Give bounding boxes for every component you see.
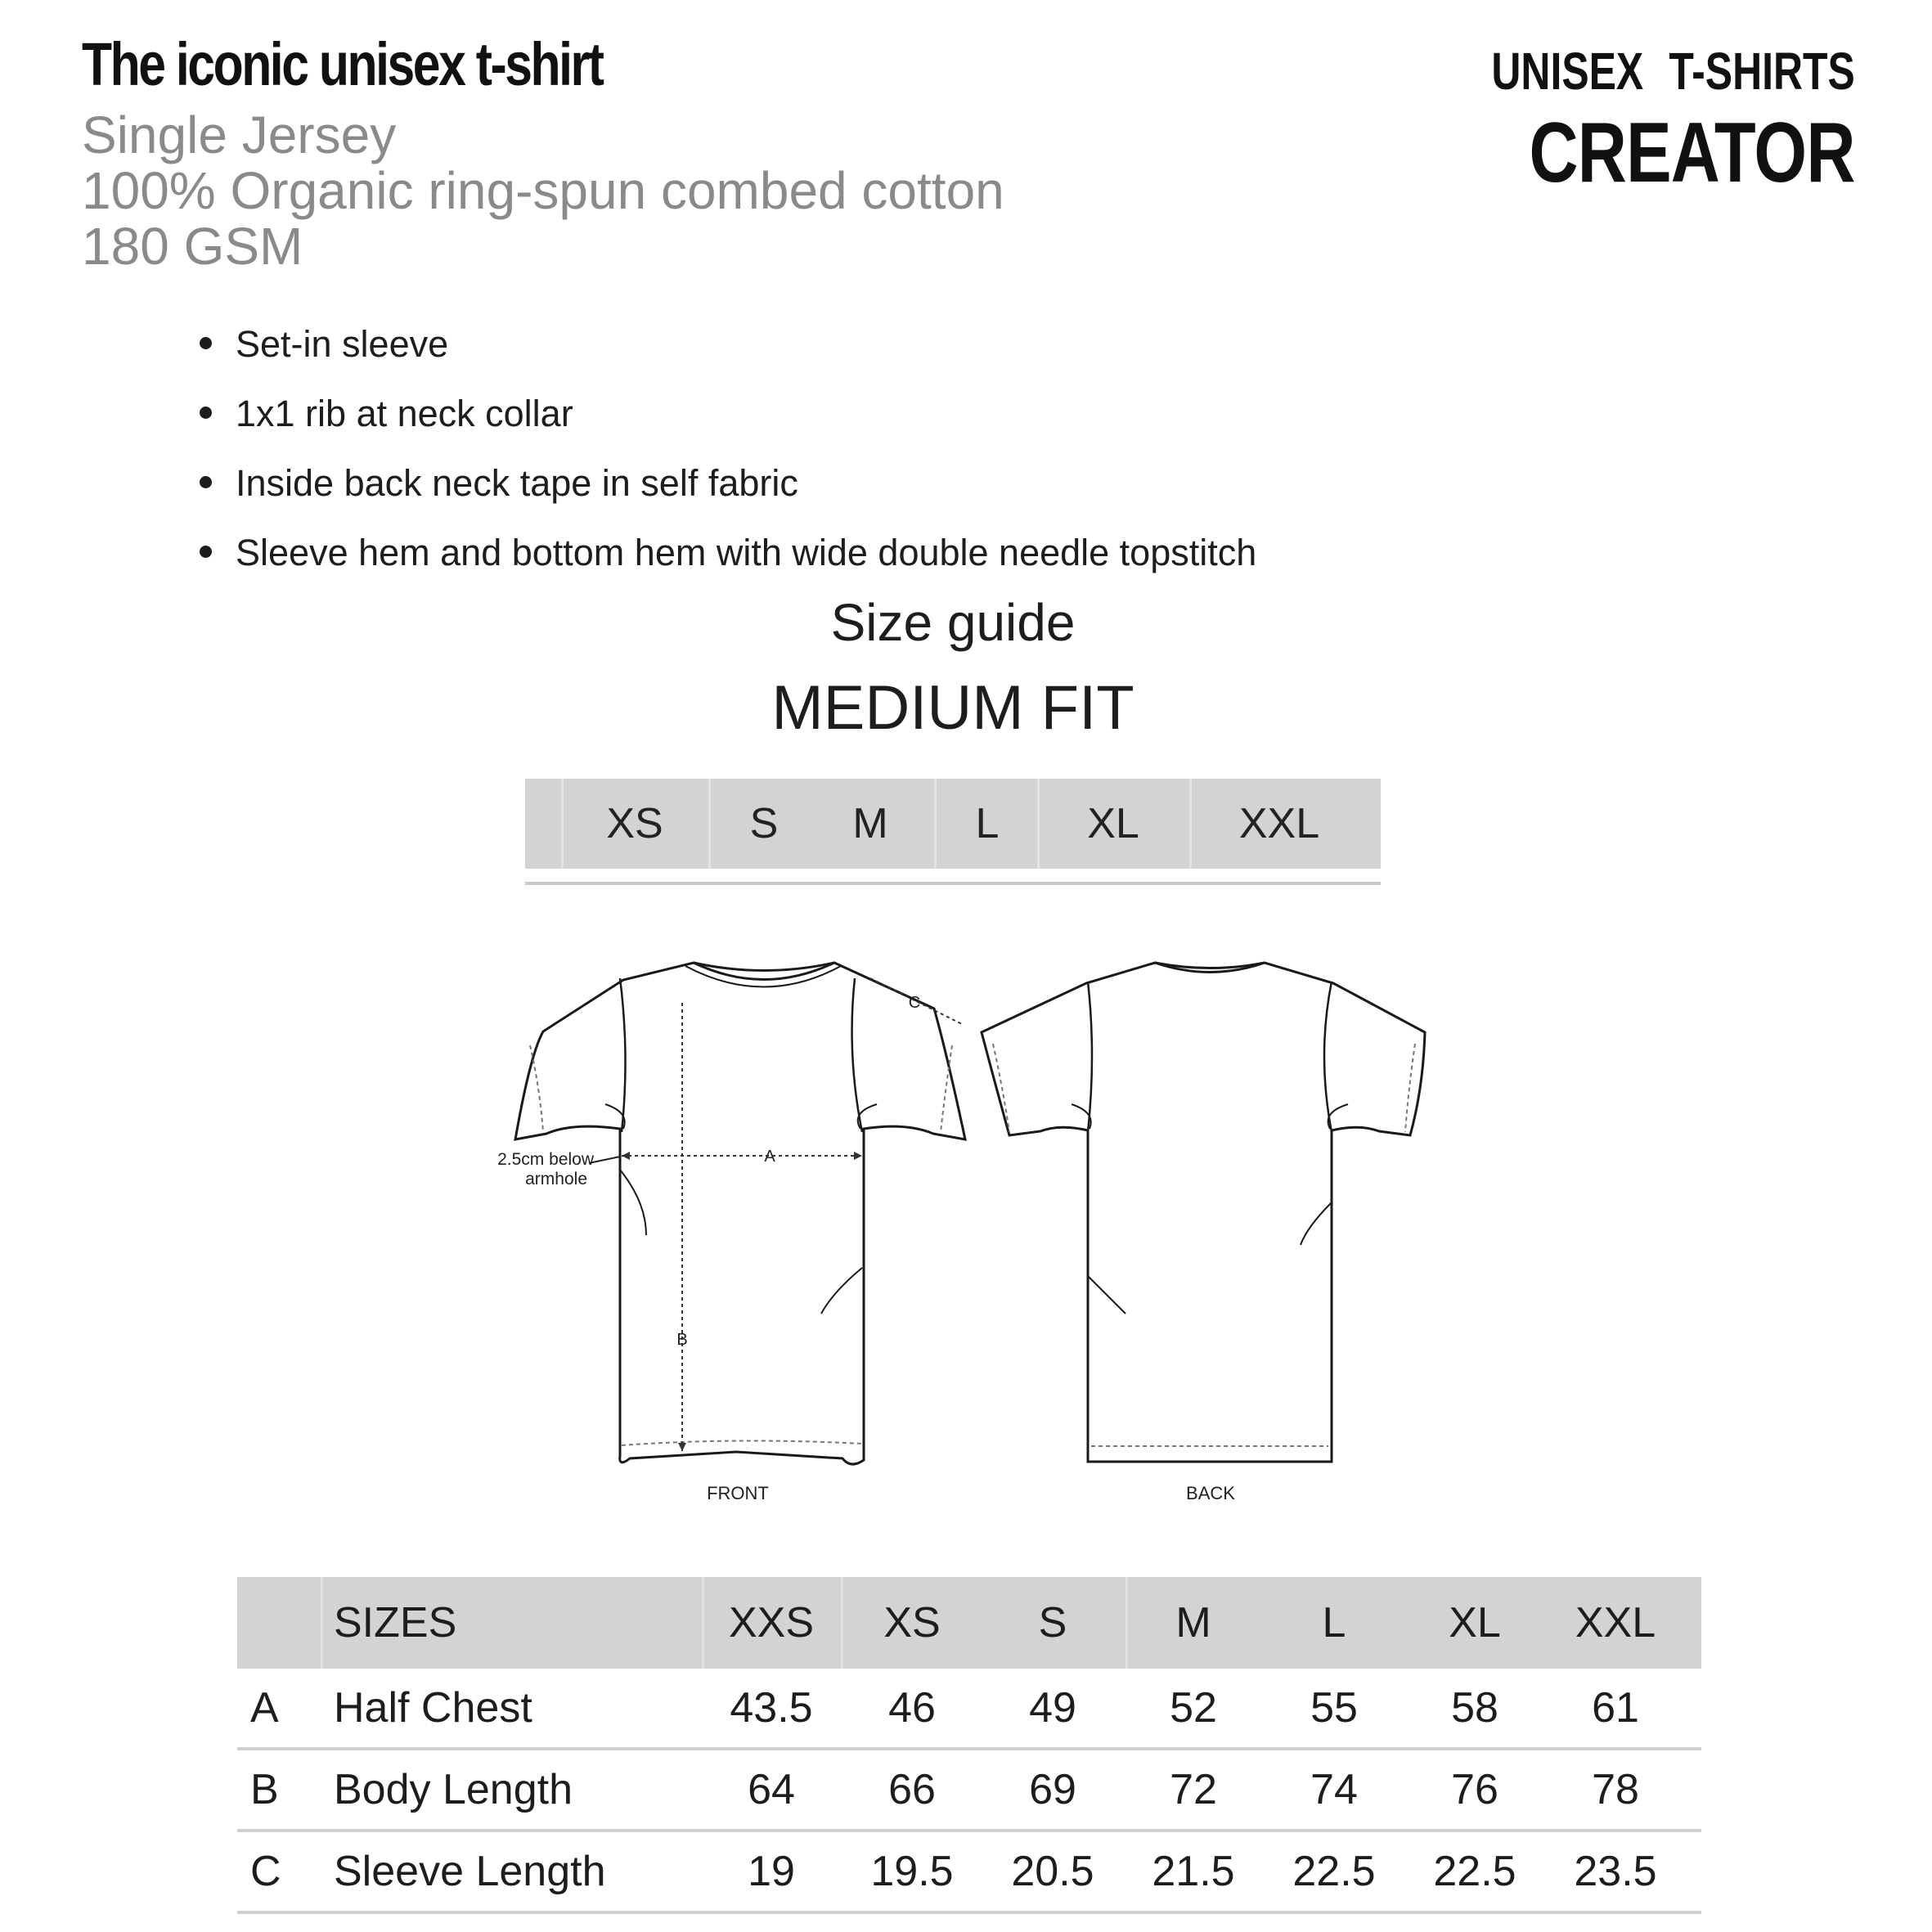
table-cell: 52 (1170, 1684, 1217, 1732)
fit-type: MEDIUM FIT (771, 673, 1134, 743)
back-shirt-drawing (982, 963, 1425, 1462)
bullet-icon (200, 407, 212, 419)
table-cell: 72 (1170, 1766, 1217, 1813)
feature-text: Set-in sleeve (236, 323, 449, 365)
divider (525, 882, 1381, 885)
back-label: BACK (1186, 1483, 1235, 1503)
feature-text: Inside back neck tape in self fabric (236, 462, 798, 504)
table-cell: 20.5 (1011, 1848, 1094, 1895)
available-sizes-bar (525, 779, 1381, 869)
bullet-icon (200, 476, 212, 488)
available-size: S (749, 800, 779, 847)
table-cell: 22.5 (1433, 1848, 1516, 1895)
column-header: XS (883, 1599, 941, 1647)
size-guide-heading: Size guide (830, 593, 1076, 652)
armhole-note-line2: armhole (525, 1170, 587, 1188)
table-row (237, 1669, 1701, 1750)
product-title: The iconic unisex t-shirt (82, 30, 603, 98)
table-cell: 69 (1029, 1766, 1076, 1813)
table-cell: 66 (888, 1766, 936, 1813)
column-header: XXS (728, 1599, 815, 1647)
divider (1189, 779, 1192, 869)
row-name: Half Chest (334, 1684, 532, 1732)
table-row (237, 1832, 1701, 1914)
column-header: M (1175, 1599, 1211, 1647)
table-cell: 58 (1451, 1684, 1498, 1732)
feature-list (236, 317, 1256, 595)
available-size: XL (1087, 800, 1139, 847)
feature-item (236, 456, 1256, 526)
divider (1037, 779, 1040, 869)
available-size: L (975, 800, 1000, 847)
available-size: M (852, 800, 888, 847)
table-cell: 21.5 (1152, 1848, 1235, 1895)
table-cell: 74 (1310, 1766, 1358, 1813)
divider (841, 1577, 843, 1669)
column-header-sizes: SIZES (334, 1599, 457, 1647)
table-cell: 19 (748, 1848, 795, 1895)
column-header: XXL (1575, 1599, 1656, 1647)
column-header: XL (1449, 1599, 1501, 1647)
fabric-type: Single Jersey (82, 106, 397, 164)
table-cell: 49 (1029, 1684, 1076, 1732)
table-cell: 22.5 (1292, 1848, 1376, 1895)
table-cell: 61 (1592, 1684, 1639, 1732)
table-cell: 46 (888, 1684, 936, 1732)
armhole-note-line1: 2.5cm below (497, 1150, 594, 1169)
divider (708, 779, 711, 869)
feature-item (236, 526, 1256, 595)
table-cell: 55 (1310, 1684, 1358, 1732)
front-label: FRONT (707, 1483, 769, 1503)
divider (321, 1577, 323, 1669)
available-size: XS (606, 800, 663, 847)
label-c: C (908, 994, 921, 1012)
label-b: B (676, 1331, 688, 1349)
product-name: CREATOR (1529, 106, 1855, 200)
fabric-composition: 100% Organic ring-spun combed cotton (82, 161, 1004, 220)
bullet-icon (200, 337, 212, 349)
row-key: A (250, 1684, 279, 1732)
row-key: C (250, 1848, 281, 1895)
table-cell: 23.5 (1574, 1848, 1657, 1895)
feature-item (236, 387, 1256, 456)
tshirt-diagram (491, 941, 1448, 1513)
bullet-icon (200, 546, 212, 558)
category-label (1492, 41, 1855, 101)
label-a: A (764, 1148, 775, 1166)
divider (1126, 1577, 1128, 1669)
category-unisex: UNISEX (1491, 42, 1644, 101)
divider (702, 1577, 704, 1669)
table-header (237, 1577, 1701, 1669)
category-tshirts: T-SHIRTS (1669, 42, 1855, 101)
column-header: L (1322, 1599, 1346, 1647)
row-name: Sleeve Length (334, 1848, 606, 1895)
feature-text: 1x1 rib at neck collar (236, 393, 573, 434)
feature-item (236, 317, 1256, 387)
feature-text: Sleeve hem and bottom hem with wide double needle topstitch (236, 532, 1257, 573)
table-cell: 78 (1592, 1766, 1639, 1813)
table-cell: 76 (1451, 1766, 1498, 1813)
available-size: XXL (1238, 800, 1320, 847)
front-shirt-drawing (515, 963, 965, 1464)
measurement-table (237, 1577, 1701, 1914)
table-cell: 43.5 (730, 1684, 813, 1732)
row-key: B (250, 1766, 279, 1813)
fabric-weight: 180 GSM (82, 217, 303, 276)
divider (561, 779, 564, 869)
table-cell: 64 (748, 1766, 795, 1813)
row-name: Body Length (334, 1766, 573, 1813)
divider (934, 779, 937, 869)
table-cell: 19.5 (870, 1848, 954, 1895)
table-row (237, 1750, 1701, 1832)
column-header: S (1038, 1599, 1067, 1647)
